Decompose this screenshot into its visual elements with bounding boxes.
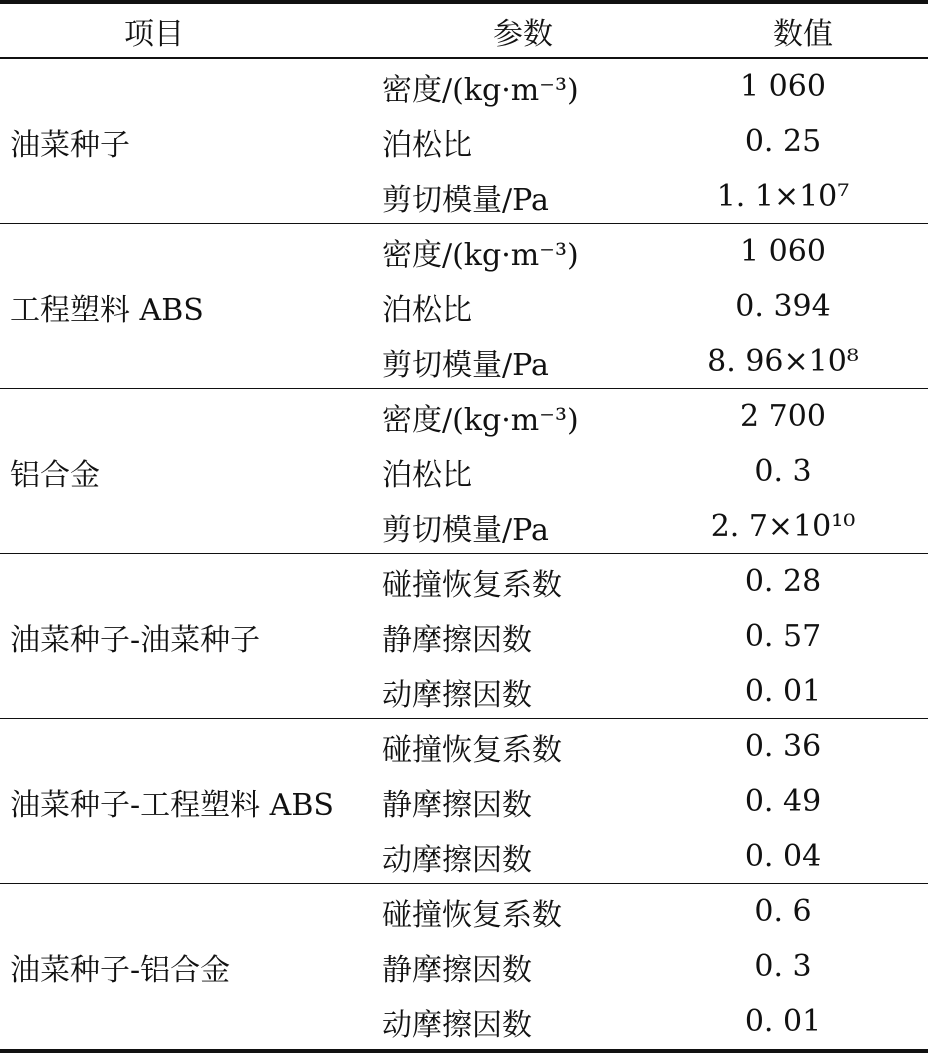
table-row	[368, 389, 928, 444]
param-label: 碰撞恢复系数	[382, 732, 562, 768]
table-row	[368, 169, 928, 224]
table-row	[368, 994, 928, 1049]
param-value: 1. 1×10⁷	[716, 179, 850, 214]
group-abs	[0, 224, 928, 389]
table-row	[368, 444, 928, 499]
param-value: 0. 6	[754, 894, 812, 929]
param-label: 静摩擦因数	[382, 622, 532, 658]
group-rows	[368, 884, 928, 1049]
table-row	[368, 554, 928, 609]
item-name: 油菜种子-油菜种子	[10, 622, 261, 658]
table-header	[0, 4, 928, 59]
table-row	[368, 609, 928, 664]
header-item: 项目	[124, 16, 184, 52]
group-rapeseed	[0, 59, 928, 224]
param-value: 0. 01	[744, 1004, 822, 1039]
item-name: 油菜种子	[10, 127, 130, 163]
table-row	[368, 224, 928, 279]
header-param: 参数	[493, 16, 553, 52]
param-value: 0. 3	[754, 949, 812, 984]
table-row	[368, 829, 928, 884]
group-rapeseed-abs	[0, 719, 928, 884]
param-label: 静摩擦因数	[382, 787, 532, 823]
param-label: 密度/(kg·m⁻³)	[382, 402, 579, 438]
param-value: 0. 25	[744, 124, 822, 159]
param-label: 动摩擦因数	[382, 1007, 532, 1043]
param-label: 泊松比	[382, 457, 472, 493]
param-value: 0. 36	[744, 729, 822, 764]
table-row	[368, 939, 928, 994]
param-value: 2 700	[740, 399, 826, 434]
param-label: 静摩擦因数	[382, 952, 532, 988]
group-rows	[368, 554, 928, 719]
item-name: 工程塑料 ABS	[10, 292, 204, 328]
table-row	[368, 884, 928, 939]
param-value: 0. 57	[744, 619, 822, 654]
param-value: 0. 01	[744, 674, 822, 709]
param-value: 8. 96×10⁸	[707, 344, 859, 379]
param-value: 2. 7×10¹⁰	[710, 509, 856, 544]
param-label: 动摩擦因数	[382, 842, 532, 878]
group-aluminum-alloy	[0, 389, 928, 554]
param-label: 动摩擦因数	[382, 677, 532, 713]
param-value: 0. 3	[754, 454, 812, 489]
param-value: 0. 04	[744, 839, 822, 874]
group-rows	[368, 59, 928, 224]
param-label: 碰撞恢复系数	[382, 897, 562, 933]
table-row	[368, 774, 928, 829]
param-label: 泊松比	[382, 127, 472, 163]
param-value: 0. 49	[744, 784, 822, 819]
table-row	[368, 279, 928, 334]
group-rows	[368, 719, 928, 884]
param-label: 剪切模量/Pa	[382, 512, 549, 548]
header-value: 数值	[773, 16, 833, 52]
table-row	[368, 499, 928, 554]
table-row	[368, 334, 928, 389]
item-name: 铝合金	[10, 457, 100, 493]
param-value: 0. 394	[735, 289, 831, 324]
table-row	[368, 664, 928, 719]
param-label: 密度/(kg·m⁻³)	[382, 72, 579, 108]
table-row	[368, 114, 928, 169]
param-value: 0. 28	[744, 564, 822, 599]
group-rows	[368, 389, 928, 554]
table-row	[368, 719, 928, 774]
param-label: 剪切模量/Pa	[382, 182, 549, 218]
param-label: 剪切模量/Pa	[382, 347, 549, 383]
item-name: 油菜种子-工程塑料 ABS	[10, 787, 334, 823]
param-label: 泊松比	[382, 292, 472, 328]
group-rapeseed-rapeseed	[0, 554, 928, 719]
table-row	[368, 59, 928, 114]
param-label: 密度/(kg·m⁻³)	[382, 237, 579, 273]
group-rapeseed-aluminum-alloy	[0, 884, 928, 1049]
item-name: 油菜种子-铝合金	[10, 952, 231, 988]
param-value: 1 060	[740, 234, 826, 269]
param-value: 1 060	[740, 69, 826, 104]
param-label: 碰撞恢复系数	[382, 567, 562, 603]
group-rows	[368, 224, 928, 389]
